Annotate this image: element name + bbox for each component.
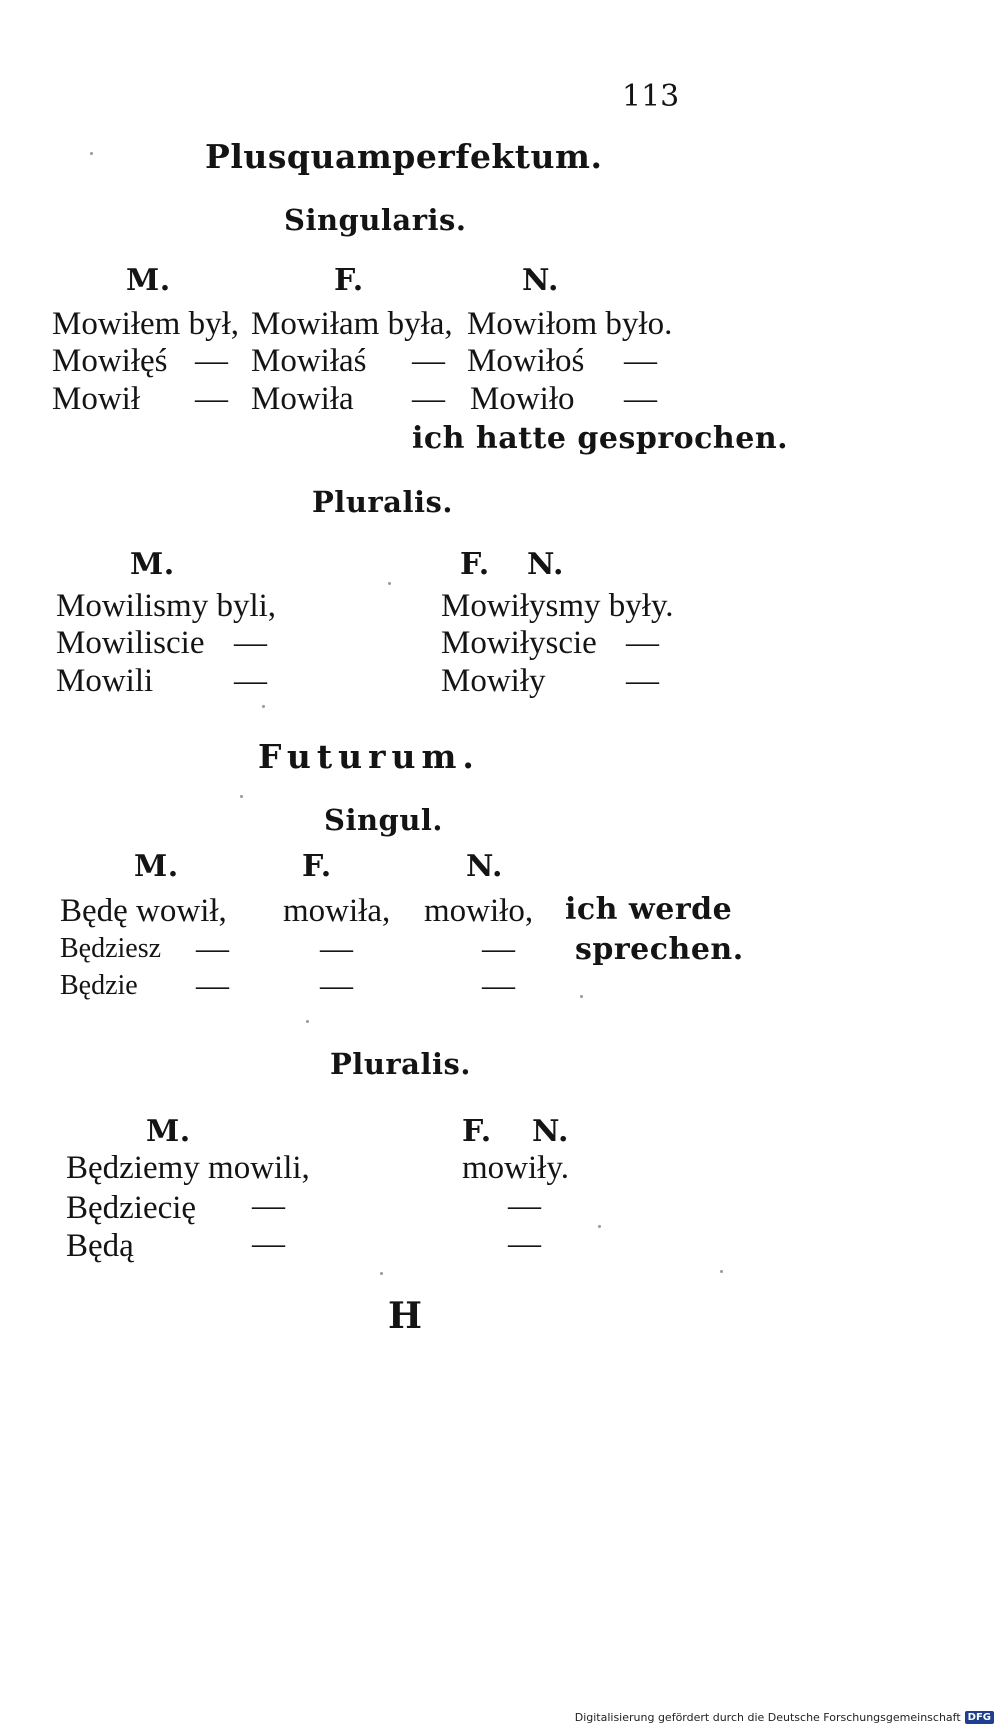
ditto-dash: —	[196, 968, 229, 1004]
header-m: M.	[134, 849, 179, 884]
conjugation-cell: Będą	[66, 1228, 134, 1264]
conjugation-cell: Mowiłom było.	[467, 306, 673, 342]
conjugation-cell: mowiło,	[424, 893, 534, 929]
ditto-dash: —	[412, 381, 445, 417]
header-f: F.	[302, 849, 332, 884]
scan-speck	[262, 705, 265, 708]
conjugation-cell: Mowiłoś	[467, 343, 585, 379]
header-n: N.	[466, 849, 503, 884]
ditto-dash: —	[482, 931, 515, 967]
signature-mark: H	[388, 1295, 423, 1337]
header-m: M.	[146, 1114, 191, 1149]
scan-speck	[388, 582, 391, 585]
ditto-dash: —	[626, 663, 659, 699]
subtitle-pluralis: Pluralis.	[330, 1047, 471, 1081]
conjugation-cell: Mowił	[52, 381, 141, 417]
header-f: F.	[460, 547, 490, 582]
header-n: N.	[532, 1114, 569, 1149]
ditto-dash: —	[624, 381, 657, 417]
conjugation-cell: Będziesz	[60, 933, 162, 964]
ditto-dash: —	[234, 625, 267, 661]
ditto-dash: —	[234, 663, 267, 699]
translation: ich werde	[565, 892, 733, 927]
header-n: N.	[522, 263, 559, 298]
conjugation-cell: Mowiłyscie	[441, 625, 597, 661]
scan-speck	[90, 152, 93, 155]
translation: sprechen.	[575, 932, 744, 967]
ditto-dash: —	[195, 343, 228, 379]
scan-speck	[580, 995, 583, 998]
page-number: 113	[622, 79, 680, 114]
conjugation-cell: Mowiła	[251, 381, 354, 417]
header-f: F.	[462, 1114, 492, 1149]
ditto-dash: —	[320, 931, 353, 967]
subtitle-singularis: Singularis.	[284, 203, 467, 237]
ditto-dash: —	[482, 968, 515, 1004]
ditto-dash: —	[624, 343, 657, 379]
conjugation-cell: Mowiłem był,	[52, 306, 239, 342]
ditto-dash: —	[626, 625, 659, 661]
ditto-dash: —	[508, 1226, 541, 1262]
header-m: M.	[130, 547, 175, 582]
header-f: F.	[334, 263, 364, 298]
conjugation-cell: Mowiły	[441, 663, 546, 699]
ditto-dash: —	[195, 381, 228, 417]
ditto-dash: —	[320, 968, 353, 1004]
section-title-futurum: Futurum.	[258, 737, 480, 776]
scan-speck	[720, 1270, 723, 1273]
ditto-dash: —	[252, 1226, 285, 1262]
conjugation-cell: mowiła,	[283, 893, 391, 929]
section-title-plusquamperfekt: Plusquamperfektum.	[205, 137, 603, 176]
ditto-dash: —	[412, 343, 445, 379]
conjugation-cell: Będziecię	[66, 1190, 197, 1226]
conjugation-cell: Będzie	[60, 970, 138, 1001]
dfg-logo: DFG	[965, 1711, 994, 1724]
conjugation-cell: Mowiłysmy były.	[441, 588, 674, 624]
scan-speck	[306, 1020, 309, 1023]
conjugation-cell: Mowili	[56, 663, 154, 699]
conjugation-cell: Mowiłęś	[52, 343, 168, 379]
header-m: M.	[126, 263, 171, 298]
footer-text: Digitalisierung gefördert durch die Deutsche Forschungsgemeinschaft	[574, 1711, 961, 1724]
conjugation-cell: Będziemy mowili,	[66, 1150, 310, 1186]
subtitle-singul: Singul.	[324, 803, 444, 837]
conjugation-cell: Mowiłaś	[251, 343, 367, 379]
ditto-dash: —	[252, 1188, 285, 1224]
translation: ich hatte gesprochen.	[412, 421, 789, 456]
conjugation-cell: Mowilismy byli,	[56, 588, 277, 624]
ditto-dash: —	[508, 1188, 541, 1224]
conjugation-cell: Będę wowił,	[60, 893, 227, 929]
scan-speck	[240, 795, 243, 798]
header-n: N.	[527, 547, 564, 582]
conjugation-cell: Mowiliscie	[56, 625, 205, 661]
conjugation-cell: Mowiło	[470, 381, 575, 417]
digitization-footer	[575, 1711, 994, 1724]
conjugation-cell: mowiły.	[462, 1150, 569, 1186]
scan-speck	[598, 1225, 601, 1228]
scan-speck	[380, 1272, 383, 1275]
subtitle-pluralis: Pluralis.	[312, 485, 453, 519]
ditto-dash: —	[196, 931, 229, 967]
conjugation-cell: Mowiłam była,	[251, 306, 453, 342]
